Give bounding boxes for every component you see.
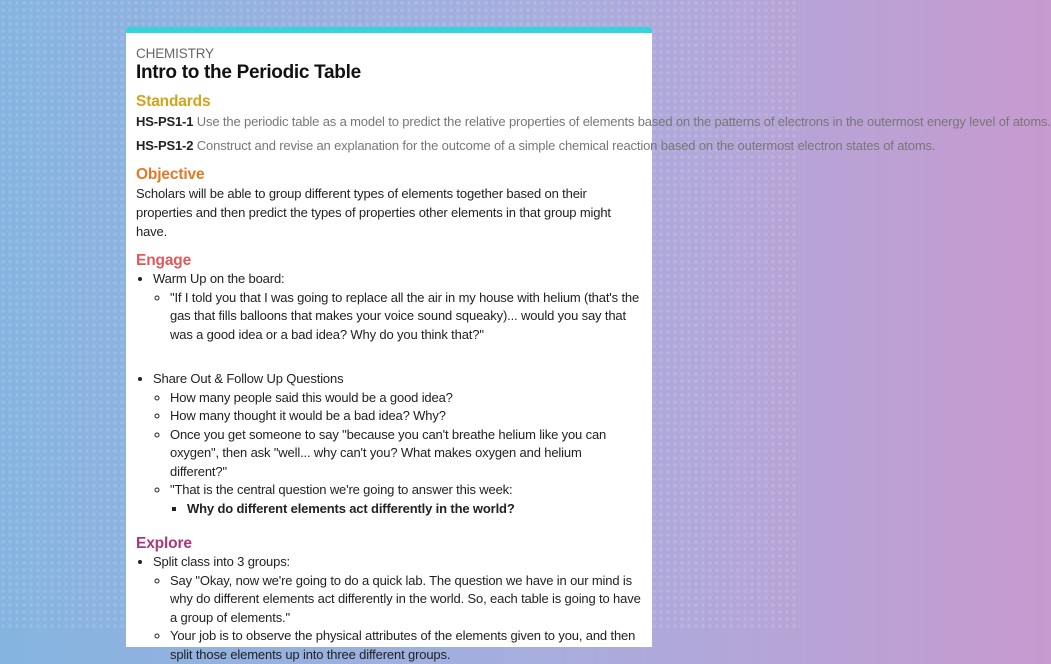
list-item xyxy=(170,481,642,518)
subject-label: CHEMISTRY xyxy=(136,46,214,61)
standard-text: Use the periodic table as a model to predict the relative properties of elements based on the patterns of electrons in the outermost energy level of atoms. xyxy=(196,114,1051,129)
engage-heading: Engage xyxy=(136,252,192,269)
list-item: ◦ "If I told you that I was going to replace all the air in my house with helium (that's the gas that fills balloons that makes your voice sound squeaky)... would you say that was a good idea or a bad idea? Why do you think that?" xyxy=(170,289,642,345)
list-item xyxy=(153,370,642,518)
list-item xyxy=(153,270,642,344)
standard-text: Construct and revise an explanation for the outcome of a simple chemical reaction based on the outermost electron states of atoms. xyxy=(196,138,936,153)
list-item xyxy=(187,500,642,519)
explore-list xyxy=(136,553,642,664)
list-item: ◦ How many people said this would be a good idea? xyxy=(170,389,642,408)
engage-list xyxy=(136,270,642,344)
standard-item[interactable] xyxy=(136,137,936,155)
item-text: Split class into 3 groups: xyxy=(153,554,291,569)
lesson-card xyxy=(126,27,1051,662)
list-item: ◦ How many thought it would be a bad idea? Why? xyxy=(170,407,642,426)
list-item: ◦ Your job is to observe the physical attributes of the elements given to you, and then split those elements up into three different groups. xyxy=(170,627,642,664)
standard-code: HS-PS1-1 xyxy=(136,114,194,129)
explore-heading: Explore xyxy=(136,535,192,552)
page-title: Intro to the Periodic Table xyxy=(136,62,361,83)
standard-item[interactable] xyxy=(136,113,1051,131)
item-text: "That is the central question we're going to answer this week: xyxy=(170,482,513,497)
objective-text: Scholars will be able to group different types of elements together based on their properties and then predict the types of properties other elements in that group might have. xyxy=(136,186,611,239)
item-text: Share Out & Follow Up Questions xyxy=(153,371,344,386)
item-text: Warm Up on the board: xyxy=(153,271,285,286)
list-item: ◦ Once you get someone to say "because you can't breathe helium like you can oxygen", then ask "well... why can't you? What makes oxygen and helium different?" xyxy=(170,426,642,482)
share-list xyxy=(136,370,642,518)
list-item: ◦ Say "Okay, now we're going to do a quick lab. The question we have in our mind is why do different elements act differently in the world. So, each table is going to have a group of elements." xyxy=(170,572,642,628)
standard-code: HS-PS1-2 xyxy=(136,138,194,153)
objective-heading: Objective xyxy=(136,166,205,183)
central-question: Why do different elements act differently in the world? xyxy=(187,500,515,516)
list-item xyxy=(153,553,642,664)
standards-heading: Standards xyxy=(136,93,211,110)
